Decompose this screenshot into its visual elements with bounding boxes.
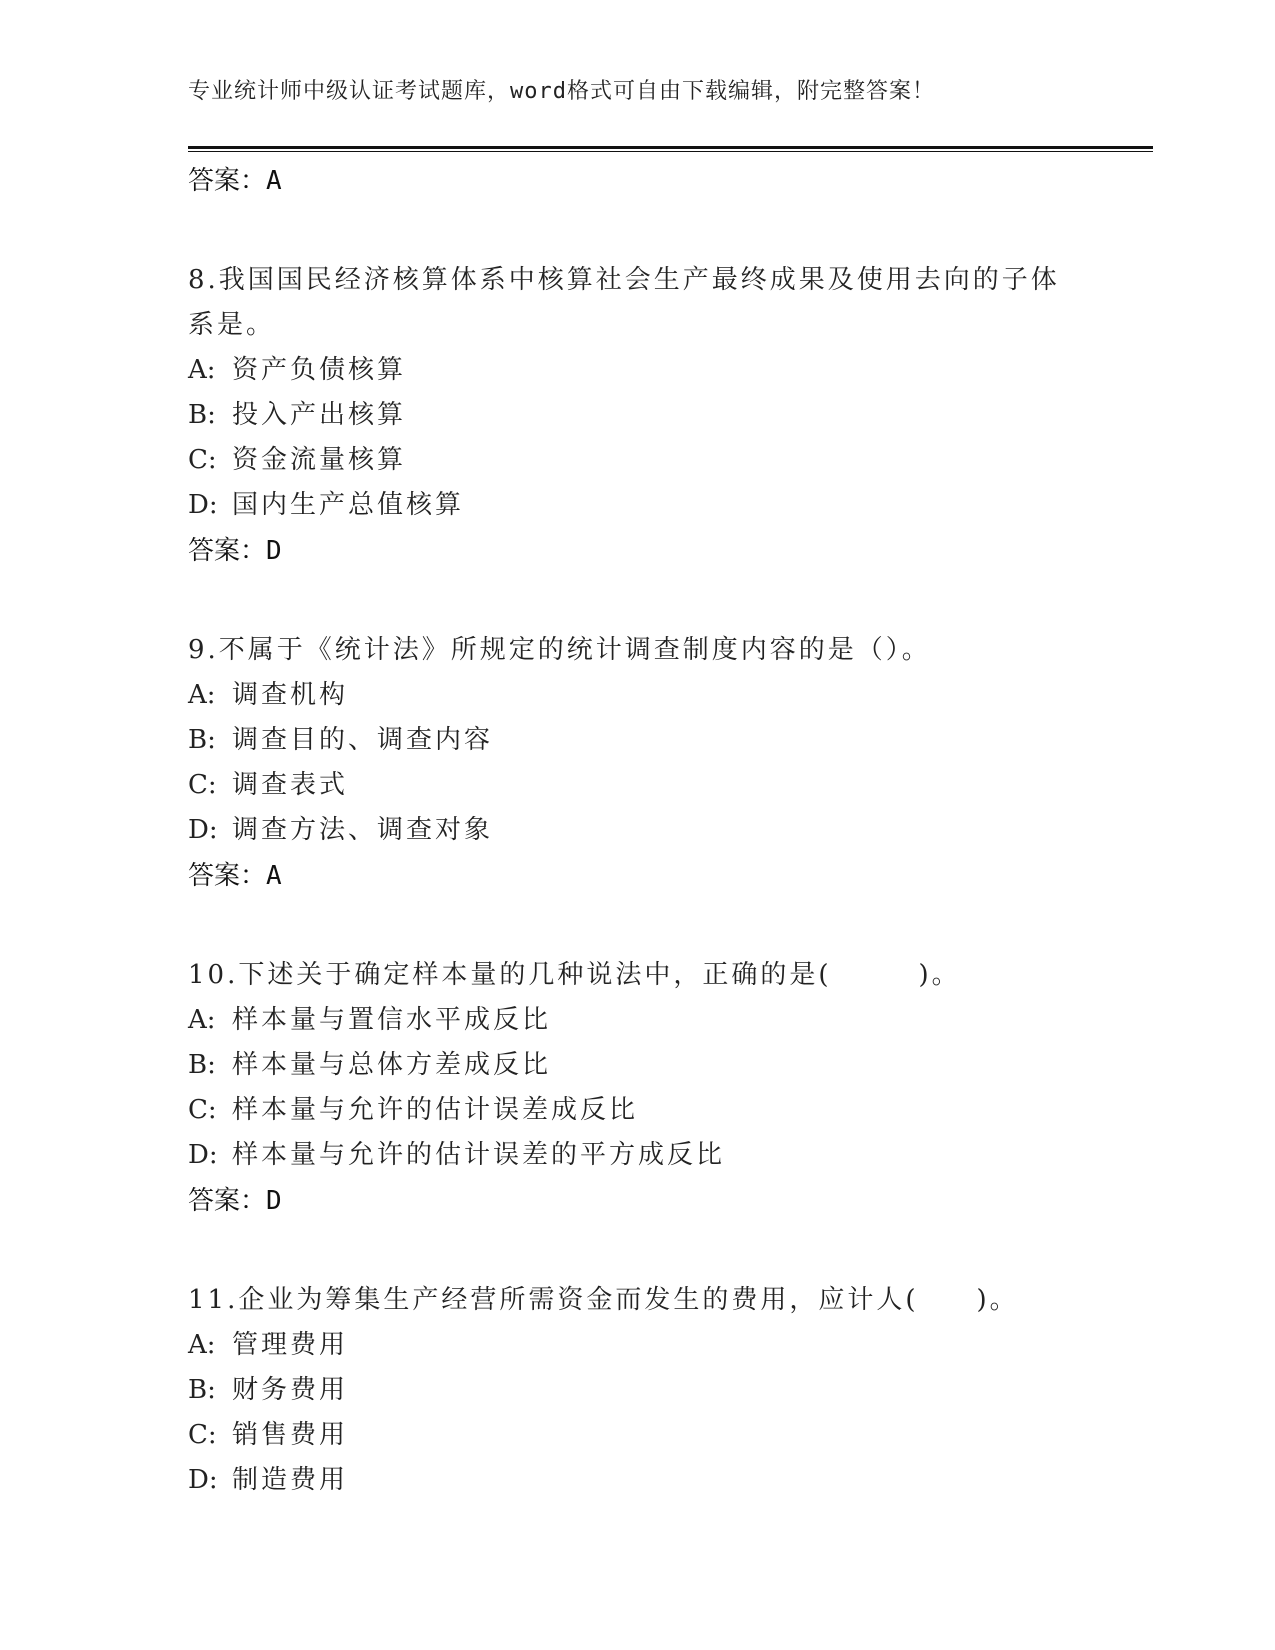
option-b (188, 393, 1088, 438)
option-letter: A: (188, 1005, 216, 1035)
exam-content (188, 158, 1088, 1503)
option-b (188, 718, 1088, 763)
option-letter: B: (188, 1375, 216, 1405)
answer-value: A (266, 861, 282, 891)
answer-line-prev (188, 158, 1088, 204)
option-text: 国内生产总值核算 (232, 490, 465, 520)
option-letter: D: (188, 1140, 218, 1170)
answer-label: 答案： (188, 166, 267, 196)
option-a (188, 348, 1088, 393)
option-b (188, 1368, 1088, 1413)
answer-value: A (266, 166, 282, 196)
option-letter: A: (188, 355, 216, 385)
option-b (188, 1043, 1088, 1088)
option-text: 管理费用 (232, 1330, 349, 1360)
option-letter: D: (188, 490, 218, 520)
question-9 (188, 628, 1088, 899)
answer-label: 答案： (188, 1186, 267, 1216)
option-d (188, 1133, 1088, 1178)
option-text: 调查表式 (232, 770, 349, 800)
option-a (188, 998, 1088, 1043)
option-text: 样本量与允许的估计误差成反比 (232, 1095, 639, 1125)
option-text: 资产负债核算 (232, 355, 407, 385)
question-stem: 11.企业为筹集生产经营所需资金而发生的费用，应计人( )。 (188, 1285, 1019, 1315)
option-letter: D: (188, 815, 218, 845)
option-text: 样本量与允许的估计误差的平方成反比 (232, 1140, 726, 1170)
option-letter: C: (188, 770, 217, 800)
question-stem: 10.下述关于确定样本量的几种说法中，正确的是( )。 (188, 960, 961, 990)
option-text: 财务费用 (232, 1375, 349, 1405)
option-d (188, 483, 1088, 528)
option-text: 投入产出核算 (232, 400, 407, 430)
option-text: 调查机构 (232, 680, 349, 710)
answer-line (188, 1178, 1088, 1224)
option-letter: B: (188, 725, 216, 755)
option-letter: A: (188, 680, 216, 710)
answer-value: D (266, 1186, 282, 1216)
option-c (188, 1088, 1088, 1133)
answer-label: 答案： (188, 861, 267, 891)
option-letter: B: (188, 1050, 216, 1080)
option-c (188, 1413, 1088, 1458)
question-10 (188, 953, 1088, 1224)
option-letter: C: (188, 1420, 217, 1450)
option-d (188, 1458, 1088, 1503)
header-divider (188, 146, 1153, 152)
option-letter: C: (188, 1095, 217, 1125)
option-c (188, 438, 1088, 483)
option-a (188, 1323, 1088, 1368)
option-text: 制造费用 (232, 1465, 349, 1495)
option-c (188, 763, 1088, 808)
option-letter: D: (188, 1465, 218, 1495)
option-letter: B: (188, 400, 216, 430)
option-text: 样本量与总体方差成反比 (232, 1050, 552, 1080)
question-8 (188, 258, 1088, 574)
option-letter: C: (188, 445, 217, 475)
question-stem: 9.不属于《统计法》所规定的统计调查制度内容的是（）。 (188, 635, 931, 665)
option-text: 调查方法、调查对象 (232, 815, 494, 845)
answer-label: 答案： (188, 536, 267, 566)
answer-value: D (266, 536, 282, 566)
option-text: 调查目的、调查内容 (232, 725, 494, 755)
option-d (188, 808, 1088, 853)
option-text: 销售费用 (232, 1420, 349, 1450)
answer-line (188, 853, 1088, 899)
answer-line (188, 528, 1088, 574)
option-text: 资金流量核算 (232, 445, 407, 475)
option-a (188, 673, 1088, 718)
option-letter: A: (188, 1330, 216, 1360)
option-text: 样本量与置信水平成反比 (232, 1005, 552, 1035)
question-stem: 8.我国国民经济核算体系中核算社会生产最终成果及使用去向的子体系是。 (188, 265, 1060, 340)
page-header: 专业统计师中级认证考试题库，word格式可自由下载编辑，附完整答案！ (188, 79, 935, 104)
question-11 (188, 1278, 1088, 1503)
